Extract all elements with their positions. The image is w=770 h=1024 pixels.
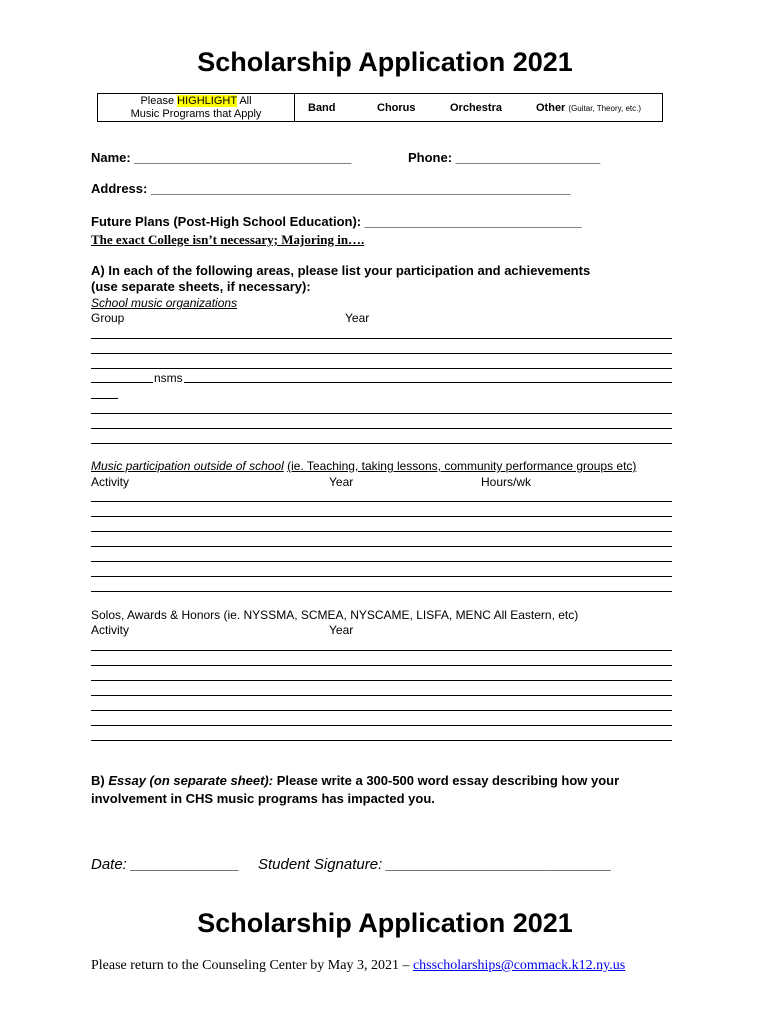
future-plans-note: The exact College isn’t necessary; Majoring in…. — [91, 232, 365, 247]
address-field[interactable]: Address: __________________________________________________________ — [91, 181, 571, 196]
section-b-essay — [91, 772, 619, 808]
instruction-pre: Please — [140, 95, 175, 107]
school-entry-line[interactable] — [91, 343, 672, 356]
program-other-note: (Guitar, Theory, etc.) — [568, 104, 642, 113]
school-entry-line[interactable] — [91, 418, 672, 431]
page-title: Scholarship Application 2021 — [197, 47, 573, 77]
return-text: Please return to the Counseling Center by May 3, 2021 – — [91, 958, 413, 973]
phone-field[interactable]: Phone: ____________________ — [408, 150, 601, 165]
program-other-label: Other — [536, 102, 566, 114]
group-column-header: Group — [91, 311, 125, 325]
school-entry-line-nsms[interactable] — [91, 372, 672, 385]
solos-entry-line[interactable] — [91, 670, 672, 683]
solos-entry-line[interactable] — [91, 640, 672, 653]
school-entry-line[interactable] — [91, 433, 672, 446]
student-signature-field[interactable]: Student Signature: ___________________________ — [258, 856, 612, 873]
outside-entry-line[interactable] — [91, 566, 672, 579]
program-orchestra[interactable]: Orchestra — [450, 102, 502, 114]
instruction-highlight: HIGHLIGHT — [177, 95, 237, 107]
solos-entry-line[interactable] — [91, 730, 672, 743]
school-entry-line[interactable] — [91, 328, 672, 341]
name-field[interactable]: Name: ______________________________ — [91, 150, 352, 165]
return-instructions — [91, 958, 625, 974]
nsms-text: nsms — [154, 372, 183, 385]
section-a-heading-1: A) In each of the following areas, please list your participation and achievements — [91, 263, 591, 278]
activity-column-header: Activity — [91, 475, 130, 489]
essay-text-line2: involvement in CHS music programs has impacted you. — [91, 791, 435, 806]
solos-entry-line[interactable] — [91, 715, 672, 728]
future-plans-field[interactable]: Future Plans (Post-High School Education): ______________________________ — [91, 214, 582, 229]
solos-year-header: Year — [329, 623, 354, 637]
outside-entry-line[interactable] — [91, 506, 672, 519]
essay-text-line1: Please write a 300-500 word essay describing how your — [276, 773, 620, 788]
outside-entry-line[interactable] — [91, 491, 672, 504]
solos-activity-header: Activity — [91, 623, 130, 637]
school-entry-line-short[interactable] — [91, 398, 118, 399]
solos-entry-line[interactable] — [91, 655, 672, 668]
school-entry-line[interactable] — [91, 403, 672, 416]
instruction-post: All — [239, 95, 252, 107]
email-link[interactable]: chsscholarships@commack.k12.ny.us — [412, 958, 626, 973]
outside-entry-line[interactable] — [91, 581, 672, 594]
outside-participation-header — [91, 459, 636, 473]
solos-entry-line[interactable] — [91, 685, 672, 698]
school-entry-line[interactable] — [91, 358, 672, 371]
year-column-header: Year — [345, 311, 370, 325]
section-b-prefix: B) — [91, 773, 105, 788]
school-organizations-label: School music organizations — [91, 296, 238, 310]
year-column-header: Year — [329, 475, 354, 489]
highlight-instruction — [98, 94, 295, 121]
outside-entry-line[interactable] — [91, 521, 672, 534]
program-chorus[interactable]: Chorus — [377, 102, 416, 114]
essay-label: Essay (on separate sheet): — [108, 773, 274, 788]
footer-title: Scholarship Application 2021 — [197, 908, 573, 938]
outside-entry-line[interactable] — [91, 551, 672, 564]
outside-participation-label: Music participation outside of school — [91, 459, 284, 473]
date-field[interactable]: Date: _____________ — [91, 856, 240, 873]
hours-column-header: Hours/wk — [481, 475, 532, 489]
program-other[interactable] — [536, 102, 641, 114]
section-a-heading-2: (use separate sheets, if necessary): — [91, 279, 311, 294]
solos-entry-line[interactable] — [91, 700, 672, 713]
music-programs-table — [97, 93, 663, 122]
instruction-line2: Music Programs that Apply — [130, 108, 262, 120]
outside-participation-note: (ie. Teaching, taking lessons, community performance groups etc) — [287, 459, 637, 473]
outside-entry-line[interactable] — [91, 536, 672, 549]
program-band[interactable]: Band — [308, 102, 336, 114]
solos-awards-label: Solos, Awards & Honors (ie. NYSSMA, SCMEA, NYSCAME, LISFA, MENC All Eastern, etc) — [91, 608, 579, 622]
